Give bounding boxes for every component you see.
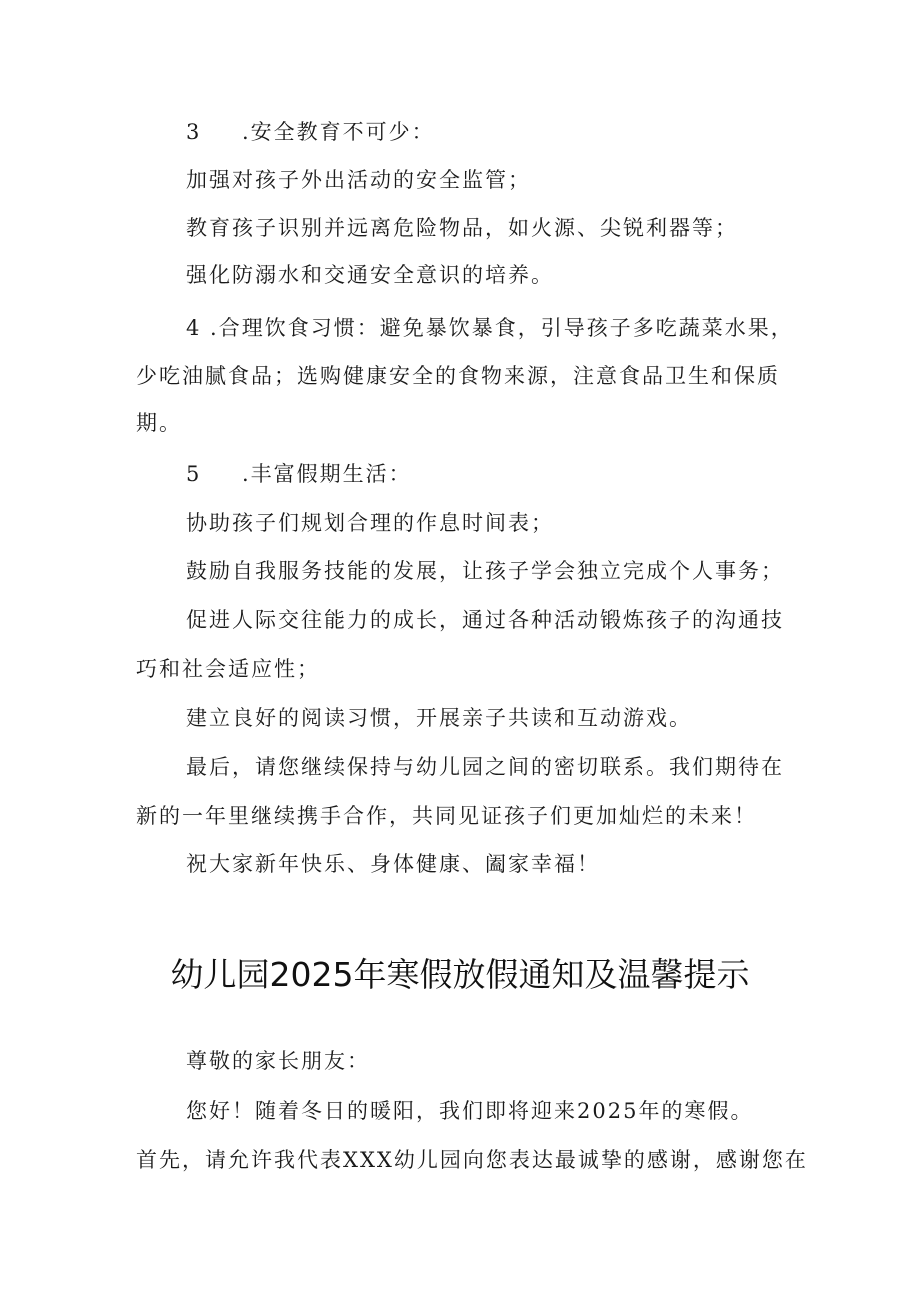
closing-line: 新的一年里继续携手合作，共同见证孩子们更加灿烂的未来！ xyxy=(136,804,757,828)
section-3-item: 加强对孩子外出活动的安全监管； xyxy=(186,168,531,192)
document-title: 幼儿园2025年寒假放假通知及温馨提示 xyxy=(170,955,750,994)
section-4-line: 少吃油腻食品；选购健康安全的食物来源，注意食品卫生和保质 xyxy=(136,364,780,388)
section-5-item: 促进人际交往能力的成长，通过各种活动锻炼孩子的沟通技 xyxy=(186,608,784,632)
section-5-item: 建立良好的阅读习惯，开展亲子共读和互动游戏。 xyxy=(186,706,692,730)
section-5-heading xyxy=(0,459,920,489)
section-5-item: 协助孩子们规划合理的作息时间表； xyxy=(186,511,554,535)
section-3-item: 教育孩子识别并远离危险物品，如火源、尖锐利器等； xyxy=(186,216,738,240)
section-4-line: 期。 xyxy=(136,411,182,435)
section-5-number: 5 xyxy=(186,462,202,486)
letter-body-line: 首先，请允许我代表XXX幼儿园向您表达最诚挚的感谢，感谢您在 xyxy=(136,1148,808,1172)
section-4-line: 4 .合理饮食习惯：避免暴饮暴食，引导孩子多吃蔬菜水果， xyxy=(186,316,794,340)
section-5-title: .丰富假期生活： xyxy=(242,462,412,486)
closing-wish: 祝大家新年快乐、身体健康、阖家幸福！ xyxy=(186,852,600,876)
section-3-heading xyxy=(0,117,920,147)
letter-greeting: 您好！随着冬日的暖阳，我们即将迎来2025年的寒假。 xyxy=(186,1099,754,1123)
section-3-title: .安全教育不可少： xyxy=(242,120,435,144)
section-5-item: 鼓励自我服务技能的发展，让孩子学会独立完成个人事务； xyxy=(186,559,784,583)
closing-line: 最后，请您继续保持与幼儿园之间的密切联系。我们期待在 xyxy=(186,755,784,779)
section-5-item: 巧和社会适应性； xyxy=(136,657,320,681)
letter-salutation: 尊敬的家长朋友： xyxy=(186,1049,370,1073)
section-3-item: 强化防溺水和交通安全意识的培养。 xyxy=(186,263,554,287)
section-3-number: 3 xyxy=(186,120,202,144)
